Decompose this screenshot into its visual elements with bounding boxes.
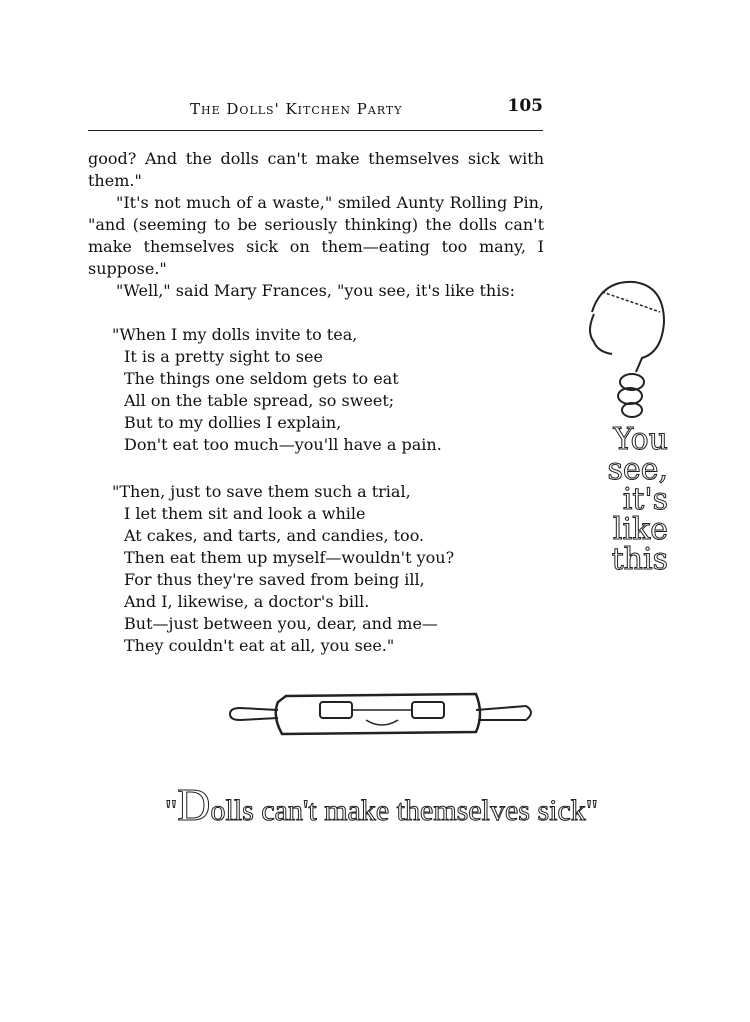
poem-line: Then eat them up myself—wouldn't you? bbox=[124, 548, 455, 567]
side-caption-line: it's bbox=[622, 482, 668, 517]
paragraph: "It's not much of a waste," smiled Aunty Rolling Pin, "and (seeming to be seriously thinking) the dolls can't make themselves sick on them—eating too many, I suppose." bbox=[88, 193, 544, 278]
poem-line: "Then, just to save them such a trial, bbox=[112, 482, 411, 501]
poem-line: And I, likewise, a doctor's bill. bbox=[124, 592, 370, 611]
poem-line: It is a pretty sight to see bbox=[124, 347, 323, 366]
caption-open-quote: " bbox=[165, 794, 178, 827]
caption-initial: D bbox=[177, 779, 211, 830]
poem-stanza-1 bbox=[112, 324, 524, 456]
paragraph: "Well," said Mary Frances, "you see, it's like this: bbox=[116, 281, 515, 300]
girl-head-illustration bbox=[572, 272, 672, 420]
poem-line: For thus they're saved from being ill, bbox=[124, 570, 425, 589]
rolling-pin-illustration bbox=[226, 680, 538, 750]
poem-line: All on the table spread, so sweet; bbox=[124, 391, 395, 410]
poem-line: The things one seldom gets to eat bbox=[124, 369, 399, 388]
poem-line: Don't eat too much—you'll have a pain. bbox=[124, 435, 442, 454]
poem-line: "When I my dolls invite to tea, bbox=[112, 325, 358, 344]
caption-text: olls can't make themselves sick" bbox=[210, 794, 599, 827]
illustration-caption bbox=[165, 780, 685, 836]
poem-line: But to my dollies I explain, bbox=[124, 413, 342, 432]
poem-line: But—just between you, dear, and me— bbox=[124, 614, 438, 633]
poem-line: They couldn't eat at all, you see." bbox=[124, 636, 395, 655]
body-text bbox=[88, 148, 544, 302]
running-header bbox=[88, 96, 543, 124]
side-caption-line: like bbox=[612, 512, 668, 547]
poem-line: At cakes, and tarts, and candies, too. bbox=[124, 526, 425, 545]
page-number: 105 bbox=[507, 96, 543, 116]
poem-line: I let them sit and look a while bbox=[124, 504, 366, 523]
side-caption-line: You see, bbox=[607, 422, 668, 487]
side-caption bbox=[548, 422, 668, 577]
poem-stanza-2 bbox=[112, 481, 524, 657]
header-rule bbox=[88, 130, 543, 131]
running-title: The Dolls' Kitchen Party bbox=[190, 100, 403, 118]
side-caption-line: this bbox=[611, 542, 668, 577]
paragraph: good? And the dolls can't make themselves sick with them." bbox=[88, 149, 544, 190]
